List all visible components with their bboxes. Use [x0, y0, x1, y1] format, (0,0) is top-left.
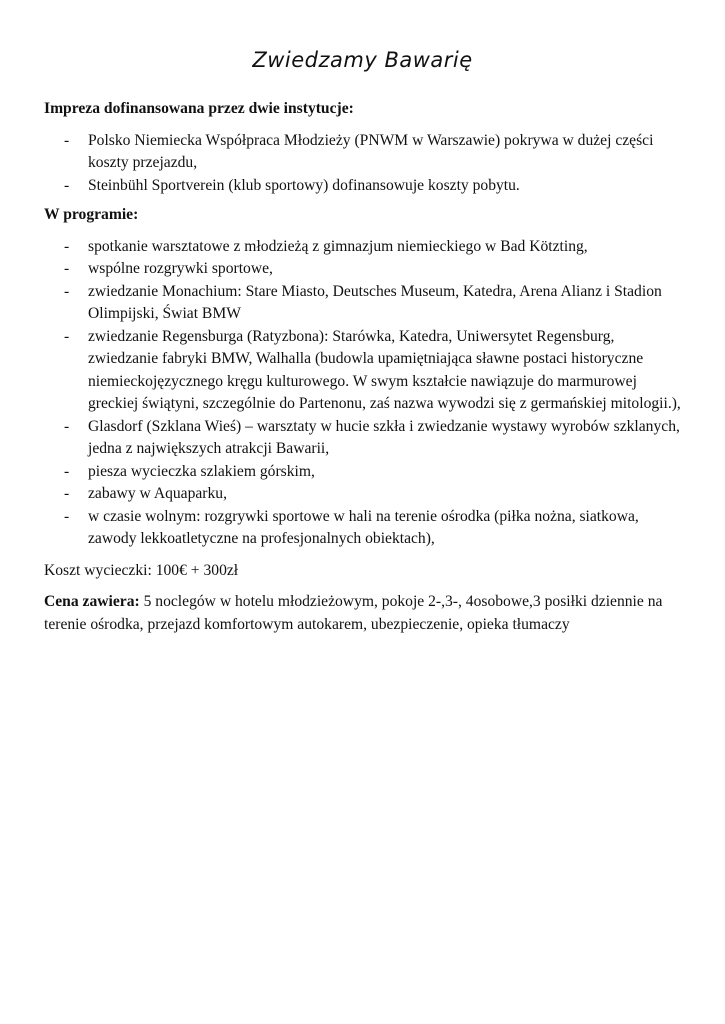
program-list: [44, 236, 684, 551]
funding-heading: Impreza dofinansowana przez dwie instytucje:: [44, 100, 354, 117]
list-item: [44, 236, 684, 259]
list-item: [44, 416, 684, 461]
document-body: [44, 98, 684, 636]
list-item: [44, 483, 684, 506]
list-item: [44, 175, 684, 198]
bullet-dash: -: [64, 282, 70, 300]
list-item-text: piesza wycieczka szlakiem górskim,: [88, 462, 315, 480]
bullet-dash: -: [64, 260, 70, 277]
trip-cost: Koszt wycieczki: 100€ + 300zł: [44, 561, 239, 579]
list-item-text: Steinbühl Sportverein (klub sportowy) dofinansowuje koszty pobytu.: [88, 176, 520, 194]
list-item-text: spotkanie warsztatowe z młodzieżą z gimnazjum niemieckiego w Bad Kötzting,: [88, 237, 588, 255]
price-includes: [44, 591, 684, 636]
list-item-text: zabawy w Aquaparku,: [88, 485, 227, 502]
list-item-text: Polsko Niemiecka Współpraca Młodzieży (PNWM w Warszawie) pokrywa w dużej części koszty przejazdu,: [88, 131, 654, 171]
bullet-dash: -: [64, 485, 70, 502]
list-item-text: zwiedzanie Monachium: Stare Miasto, Deutsches Museum, Katedra, Arena Alianz i Stadion Olimpijski, Świat BMW: [88, 282, 662, 322]
bullet-dash: -: [64, 462, 70, 480]
list-item-text: Glasdorf (Szklana Wieś) – warsztaty w hucie szkła i zwiedzanie wystawy wyrobów szklanych, jedna z największych atrakcji Bawarii,: [88, 417, 680, 457]
list-item: [44, 326, 684, 416]
bullet-dash: -: [64, 327, 70, 345]
program-heading: W programie:: [44, 206, 139, 223]
document-title: Zwiedzamy Bawarię: [252, 48, 473, 72]
list-item: [44, 258, 684, 281]
bullet-dash: -: [64, 417, 70, 435]
list-item: [44, 281, 684, 326]
list-item-text: wspólne rozgrywki sportowe,: [88, 260, 273, 277]
funding-list: [44, 130, 684, 198]
list-item: [44, 130, 684, 175]
list-item-text: zwiedzanie Regensburga (Ratyzbona): Starówka, Katedra, Uniwersytet Regensburg, zwiedzanie fabryki BMW, Walhalla (budowla upamiętniająca sławne postaci historyczne niemieckojęzycznego kręgu kulturowego. W swym kształcie nawiązuje do marmurowej greckiej świątyni, szczególnie do Partenonu, zaś nazwa wywodzi się z germańskiej mitologii.),: [88, 327, 681, 412]
list-item: [44, 506, 684, 551]
price-includes-text: 5 noclegów w hotelu młodzieżowym, pokoje 2-,3-, 4osobowe,3 posiłki dziennie na terenie ośrodka, przejazd komfortowym autokarem, ubezpieczenie, opieka tłumaczy: [44, 593, 663, 633]
bullet-dash: -: [64, 131, 70, 149]
bullet-dash: -: [64, 237, 70, 255]
bullet-dash: -: [64, 176, 70, 194]
price-includes-label: Cena zawiera:: [44, 593, 140, 610]
bullet-dash: -: [64, 507, 70, 525]
list-item-text: w czasie wolnym: rozgrywki sportowe w hali na terenie ośrodka (piłka nożna, siatkowa, zawody lekkoatletyczne na profesjonalnych obiektach),: [88, 507, 639, 547]
list-item: [44, 461, 684, 484]
